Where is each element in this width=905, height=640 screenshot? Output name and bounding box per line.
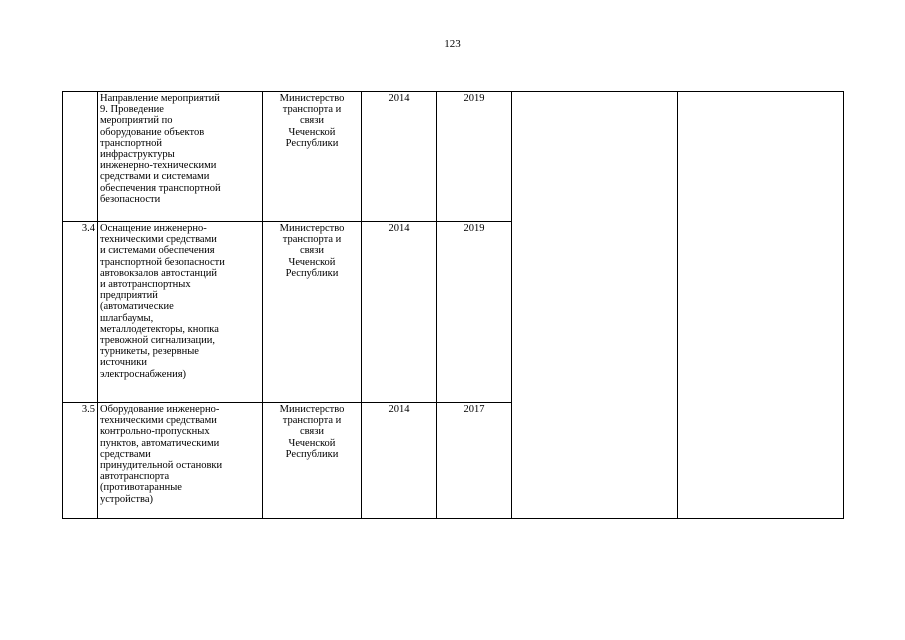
end-year: 2019: [437, 222, 512, 403]
text-line: (противотаранные: [100, 482, 182, 494]
text-line: тревожной сигнализации,: [100, 335, 215, 347]
text-line: связи: [299, 115, 325, 127]
table-row: [63, 92, 844, 222]
text-line: пунктов, автоматическими: [100, 437, 220, 449]
text-line: и системами обеспечения: [100, 245, 215, 257]
text-line: Республики: [285, 137, 339, 149]
activity-name: [98, 403, 263, 519]
text-line: Министерство: [279, 404, 345, 415]
text-line: Чеченской: [288, 437, 336, 449]
text-line: автотранспорта: [100, 471, 170, 483]
text-line: Чеченской: [288, 256, 336, 268]
text-line: металлодетекторы, кнопка: [100, 323, 219, 335]
text-line: транспорта и: [282, 415, 342, 427]
text-line: Министерство: [279, 223, 345, 234]
row-number: [63, 92, 98, 222]
text-line: техническими средствами: [100, 415, 217, 427]
text-line: средствами: [100, 448, 151, 460]
text-line: инфраструктуры: [100, 149, 175, 161]
text-line: транспортной безопасности: [100, 256, 225, 268]
row-number: 3.5: [63, 403, 98, 519]
text-line: предприятий: [100, 290, 158, 302]
text-line: контрольно-пропускных: [100, 426, 210, 438]
executor: [263, 92, 362, 222]
text-line: транспорта и: [282, 234, 342, 246]
text-line: транспорта и: [282, 104, 342, 116]
text-line: Чеченской: [288, 126, 336, 138]
text-line: мероприятий по: [100, 115, 173, 127]
text-line: электроснабжения): [100, 368, 187, 380]
text-line: оборудование объектов: [100, 126, 205, 138]
text-line: транспортной: [100, 137, 162, 149]
text-line: принудительной остановки: [100, 460, 223, 472]
text-line: техническими средствами: [100, 234, 217, 246]
text-line: 9. Проведение: [100, 104, 164, 116]
executor: [263, 222, 362, 403]
text-line: безопасности: [100, 193, 161, 205]
start-year: 2014: [362, 92, 437, 222]
text-line: Оборудование инженерно-: [100, 404, 220, 415]
end-year: 2017: [437, 403, 512, 519]
empty-cell: [678, 92, 844, 519]
text-line: Республики: [285, 267, 339, 279]
end-year: 2019: [437, 92, 512, 222]
text-line: связи: [299, 245, 325, 257]
activity-name: [98, 222, 263, 403]
text-line: связи: [299, 426, 325, 438]
text-line: Направление мероприятий: [100, 93, 220, 104]
start-year: 2014: [362, 222, 437, 403]
executor: [263, 403, 362, 519]
text-line: источники: [100, 357, 147, 369]
text-line: Оснащение инженерно-: [100, 223, 207, 234]
text-line: инженерно-техническими: [100, 160, 217, 172]
page-number: 123: [444, 38, 461, 50]
row-number: 3.4: [63, 222, 98, 403]
text-line: автовокзалов автостанций: [100, 267, 217, 279]
text-line: обеспечения транспортной: [100, 182, 221, 194]
text-line: шлагбаумы,: [100, 312, 154, 324]
activity-name: [98, 92, 263, 222]
start-year: 2014: [362, 403, 437, 519]
text-line: Республики: [285, 448, 339, 460]
text-line: Министерство: [279, 93, 345, 104]
text-line: устройства): [100, 493, 153, 505]
empty-cell: [512, 92, 678, 519]
text-line: средствами и системами: [100, 171, 210, 183]
text-line: и автотранспортных: [100, 279, 191, 291]
activities-table: [62, 91, 844, 519]
text-line: (автоматические: [100, 301, 174, 313]
text-line: турникеты, резервные: [100, 346, 199, 358]
